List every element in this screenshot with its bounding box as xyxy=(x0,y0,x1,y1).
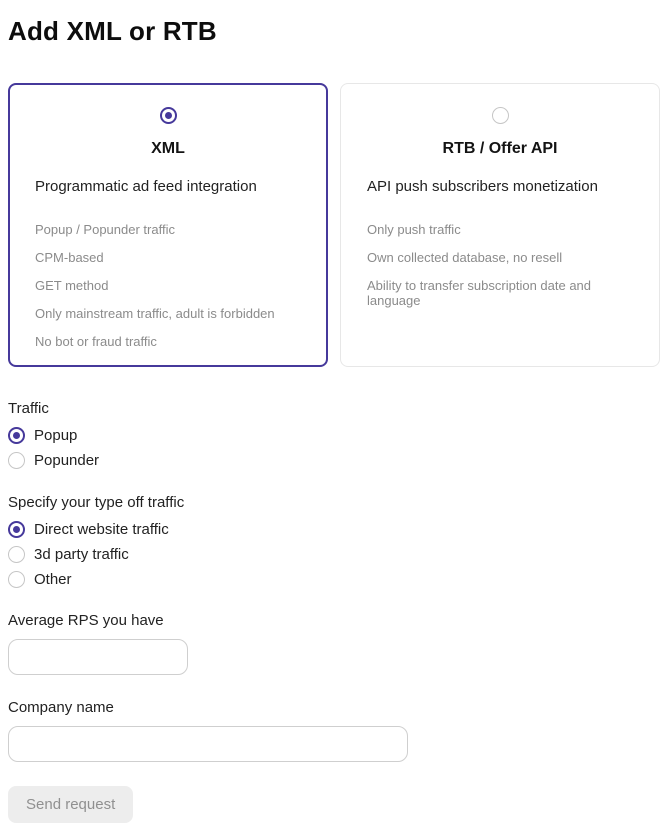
plan-card-xml[interactable] xyxy=(8,83,328,367)
rtb-feature: Own collected database, no resell xyxy=(367,250,563,265)
average-rps-field xyxy=(8,612,660,675)
traffic-option-popunder[interactable] xyxy=(8,452,660,469)
company-name-input[interactable] xyxy=(8,726,408,762)
other-radio-label: Other xyxy=(34,571,72,588)
page-title: Add XML or RTB xyxy=(8,16,217,46)
traffic-type-group xyxy=(8,494,660,588)
company-name-field xyxy=(8,699,660,762)
rtb-feature: Ability to transfer subscription date and language xyxy=(367,278,592,308)
other-radio-button[interactable] xyxy=(8,571,25,588)
xml-radio-button[interactable] xyxy=(160,107,177,124)
add-xml-or-rtb-page xyxy=(8,16,660,823)
send-request-button[interactable]: Send request xyxy=(8,786,133,823)
xml-feature: Only mainstream traffic, adult is forbidden xyxy=(35,306,275,321)
rtb-feature: Only push traffic xyxy=(367,222,461,237)
popup-radio-label: Popup xyxy=(34,427,78,444)
xml-feature-list xyxy=(35,222,301,349)
3d-party-radio-label: 3d party traffic xyxy=(34,546,129,563)
popunder-radio-button[interactable] xyxy=(8,452,25,469)
traffic-type-option-3d-party[interactable] xyxy=(8,546,660,563)
direct-website-radio-button[interactable] xyxy=(8,521,25,538)
xml-feature: GET method xyxy=(35,278,109,293)
popup-radio-button[interactable] xyxy=(8,427,25,444)
rtb-card-description: API push subscribers monetization xyxy=(367,178,598,195)
rtb-feature-list xyxy=(367,222,633,308)
average-rps-input[interactable] xyxy=(8,639,188,675)
rtb-radio-wrap xyxy=(367,107,633,124)
direct-website-radio-label: Direct website traffic xyxy=(34,521,169,538)
rtb-radio-button[interactable] xyxy=(492,107,509,124)
request-form xyxy=(8,400,660,823)
plan-card-rtb[interactable] xyxy=(340,83,660,367)
traffic-option-popup[interactable] xyxy=(8,427,660,444)
xml-feature: CPM-based xyxy=(35,250,104,265)
traffic-group-label: Traffic xyxy=(8,400,49,417)
rtb-card-title: RTB / Offer API xyxy=(442,140,558,157)
popunder-radio-label: Popunder xyxy=(34,452,100,469)
3d-party-radio-button[interactable] xyxy=(8,546,25,563)
xml-card-title: XML xyxy=(151,140,185,157)
traffic-group xyxy=(8,400,660,469)
plan-cards xyxy=(8,83,660,367)
xml-feature: No bot or fraud traffic xyxy=(35,334,157,349)
xml-radio-wrap xyxy=(35,107,301,124)
average-rps-label: Average RPS you have xyxy=(8,612,164,629)
traffic-type-option-other[interactable] xyxy=(8,571,660,588)
traffic-type-option-direct[interactable] xyxy=(8,521,660,538)
xml-feature: Popup / Popunder traffic xyxy=(35,222,175,237)
company-name-label: Company name xyxy=(8,699,114,716)
traffic-type-group-label: Specify your type off traffic xyxy=(8,494,185,511)
xml-card-description: Programmatic ad feed integration xyxy=(35,178,257,195)
